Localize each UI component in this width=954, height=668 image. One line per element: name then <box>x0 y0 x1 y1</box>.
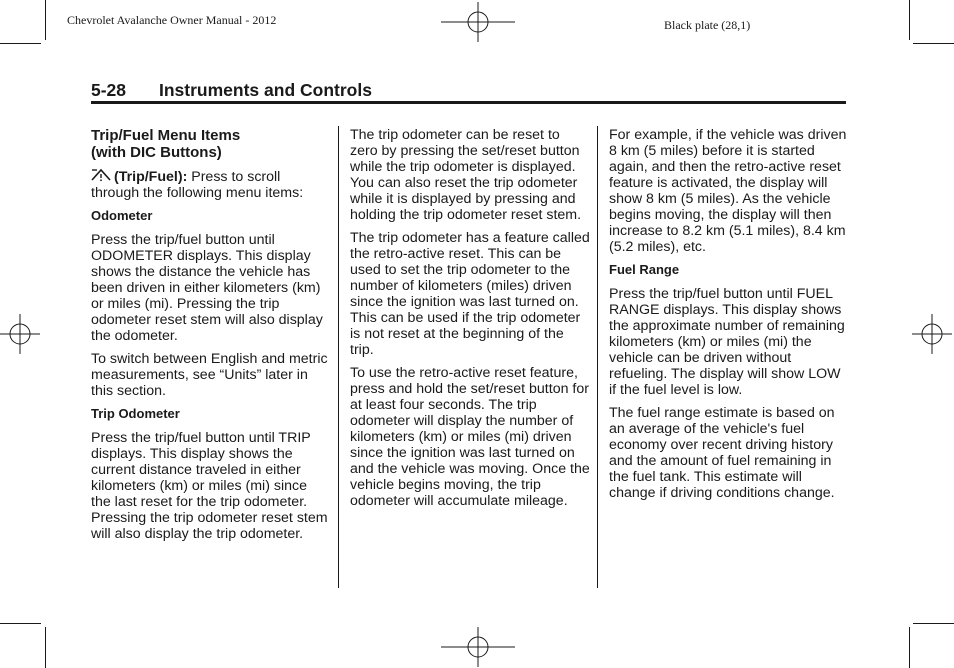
section-title <box>91 127 329 161</box>
registration-mark-icon <box>441 2 515 42</box>
page-title <box>91 80 372 101</box>
trip-odometer-heading: Trip Odometer <box>91 406 180 421</box>
column-divider <box>597 126 598 588</box>
column-divider <box>338 126 339 588</box>
retro-active-paragraph: The trip odometer has a feature called the retro-active reset. This can be used to set the trip odometer to the number of kilometers (miles) driven since the ignition was last turned on. This can be used if the trip odometer is not reset at the beginning of the trip. <box>350 230 590 358</box>
text-column-3 <box>609 127 849 508</box>
odometer-paragraph: Press the trip/fuel button until ODOMETER displays. This display shows the distance the vehicle has been driven in either kilometers (km) or miles (mi). Pressing the trip odometer reset stem will also display the odometer. <box>91 232 323 344</box>
section-title-line: (with DIC Buttons) <box>91 144 222 161</box>
retro-active-usage-paragraph: To use the retro-active reset feature, press and hold the set/reset button for at least four seconds. The trip odometer will display the number of kilometers (km) or miles (mi) driven since the ignition was last turned on and the vehicle was moving. Once the vehicle begins moving, the trip odometer will accumulate mileage. <box>350 365 590 509</box>
trip-odometer-paragraph: Press the trip/fuel button until TRIP displays. This display shows the current distance traveled in either kilometers (km) or miles (mi) since the last reset for the trip odometer. Pressing the trip odometer reset stem will also display the trip odometer. <box>91 430 328 542</box>
crop-mark <box>45 627 46 668</box>
header-manual-title: Chevrolet Avalanche Owner Manual - 2012 <box>67 13 277 27</box>
crop-mark <box>909 0 910 40</box>
fuel-estimate-paragraph: The fuel range estimate is based on an average of the vehicle's fuel economy over recent driving history and the amount of fuel remaining in the fuel tank. This estimate will change if driving conditions change. <box>609 405 835 501</box>
intro-paragraph <box>91 168 329 201</box>
registration-mark-icon <box>441 627 515 667</box>
fuel-range-paragraph: Press the trip/fuel button until FUEL RANGE displays. This display shows the approximate number of remaining kilometers (km) or miles (mi) the vehicle can be driven without refueling. The display will show LOW if the fuel level is low. <box>609 286 845 398</box>
reset-paragraph: The trip odometer can be reset to zero by pressing the set/reset button while the trip odometer is displayed. You can also reset the trip odometer while it is displayed by pressing and holding the trip odometer reset stem. <box>350 127 582 223</box>
crop-mark <box>909 627 910 668</box>
intro-text: Press to scroll through the following menu items: <box>91 169 304 201</box>
text-column-1 <box>91 127 329 549</box>
fuel-range-heading: Fuel Range <box>609 262 680 277</box>
section-title-line: Trip/Fuel Menu Items <box>91 127 241 144</box>
example-paragraph: For example, if the vehicle was driven 8 km (5 miles) before it is started again, and then the retro-active reset feature is activated, the display will show 8 km (5 miles). As the vehicle begins moving, the display will then increase to 8.2 km (5.1 miles), 8.4 km (5.2 miles), etc. <box>609 127 847 255</box>
crop-mark <box>45 0 46 40</box>
page-number: 5-28 <box>91 80 127 100</box>
crop-mark <box>913 43 954 44</box>
crop-mark <box>0 43 41 44</box>
heading-rule <box>91 101 846 104</box>
units-paragraph: To switch between English and metric measurements, see “Units” later in this section. <box>91 351 328 399</box>
crop-mark <box>913 623 954 624</box>
odometer-heading: Odometer <box>91 208 153 223</box>
trip-fuel-icon <box>91 168 111 182</box>
crop-mark <box>0 623 41 624</box>
registration-mark-icon <box>0 314 40 354</box>
intro-lead: (Trip/Fuel): <box>114 169 188 185</box>
chapter-title: Instruments and Controls <box>159 80 372 100</box>
text-column-2 <box>350 127 590 516</box>
header-plate-info: Black plate (28,1) <box>664 18 751 32</box>
registration-mark-icon <box>912 314 952 354</box>
